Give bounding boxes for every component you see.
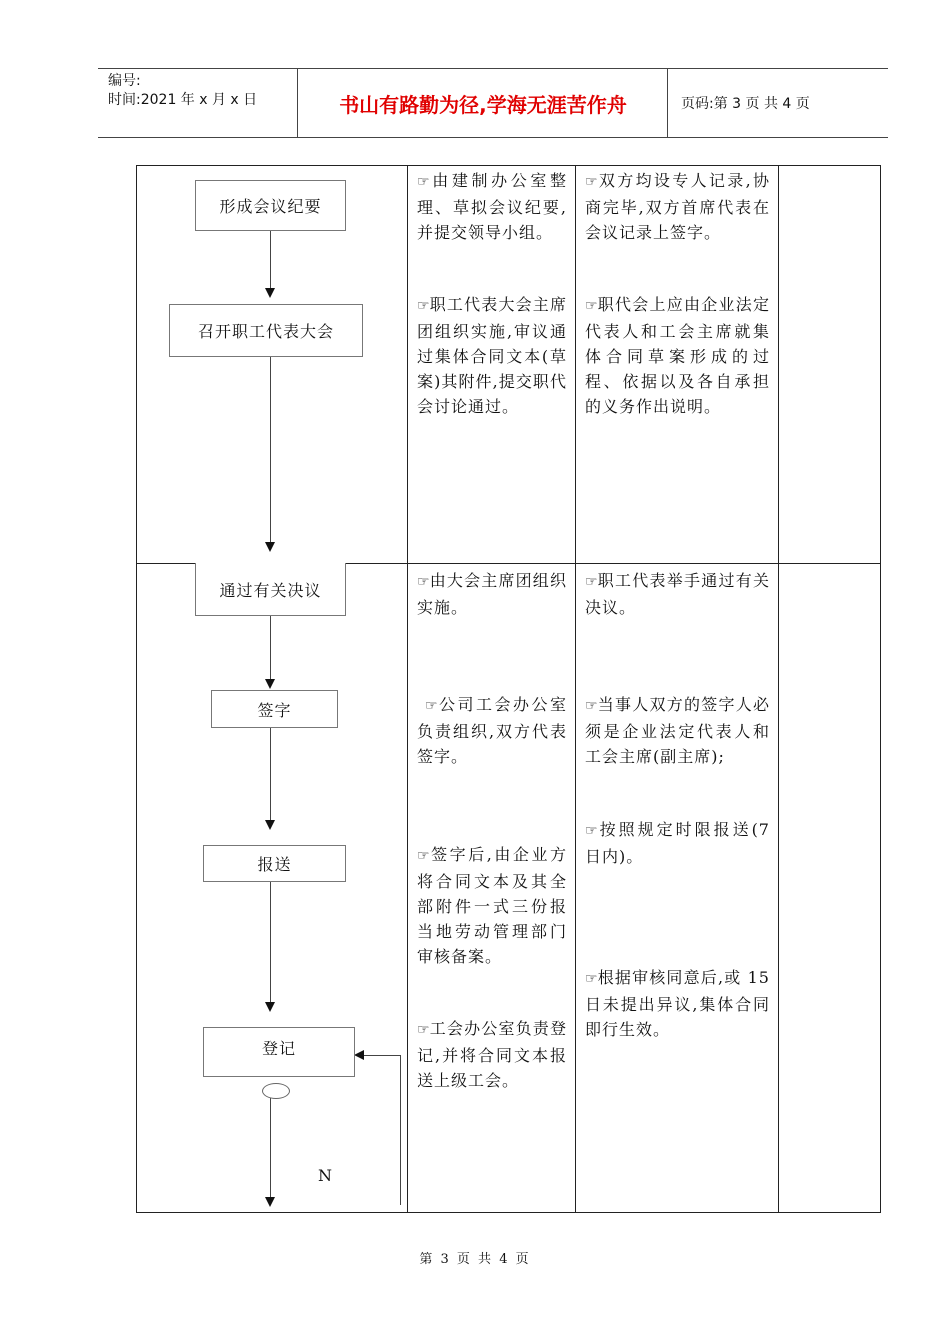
responsible-4: ☞公司工会办公室负责组织,双方代表签字。 xyxy=(417,695,567,766)
pointing-hand-icon: ☞ xyxy=(585,298,598,314)
column-divider xyxy=(575,165,576,1213)
requirement-3: ☞职工代表举手通过有关决议。 xyxy=(585,571,770,617)
header-motto: 书山有路勤为径,学海无涯苦作舟 xyxy=(299,69,668,137)
header-meta xyxy=(98,69,298,137)
requirement-2: ☞职代会上应由企业法定代表人和工会主席就集体合同草案形成的过程、依据以及各自承担的义务作出说明。 xyxy=(585,295,770,416)
time-label: 时间:2021 年 x 月 x 日 xyxy=(108,92,258,108)
pointing-hand-icon: ☞ xyxy=(585,971,598,987)
pointing-hand-icon: ☞ xyxy=(417,298,430,314)
number-label: 编号: xyxy=(108,73,141,89)
responsible-5: ☞签字后,由企业方将合同文本及其全部附件一式三份报当地劳动管理部门审核备案。 xyxy=(417,845,567,966)
pointing-hand-icon: ☞ xyxy=(585,698,598,714)
requirement-6: ☞根据审核同意后,或 15 日未提出异议,集体合同即行生效。 xyxy=(585,968,770,1039)
pointing-hand-icon: ☞ xyxy=(585,174,598,190)
loop-connector xyxy=(400,1055,401,1205)
step-workers-congress: 召开职工代表大会 xyxy=(169,304,363,357)
requirement-5: ☞按照规定时限报送(7 日内)。 xyxy=(585,820,770,866)
pointing-hand-icon: ☞ xyxy=(585,574,598,590)
flow-connector xyxy=(270,728,271,820)
flow-arrow xyxy=(265,542,275,552)
flow-arrow xyxy=(265,820,275,830)
responsible-2: ☞职工代表大会主席团组织实施,审议通过集体合同文本(草案)其附件,提交职代会讨论通过。 xyxy=(417,295,567,416)
pointing-hand-icon: ☞ xyxy=(417,574,430,590)
step-submit: 报送 xyxy=(203,845,346,882)
pointing-hand-icon: ☞ xyxy=(417,1022,430,1038)
responsible-6: ☞工会办公室负责登记,并将合同文本报送上级工会。 xyxy=(417,1019,567,1090)
step-sign: 签字 xyxy=(211,690,338,728)
pointing-hand-icon: ☞ xyxy=(417,174,430,190)
flow-arrow xyxy=(265,1197,275,1207)
flow-connector xyxy=(270,882,271,1002)
flow-arrow xyxy=(265,288,275,298)
loop-arrow xyxy=(354,1050,364,1060)
pointing-hand-icon: ☞ xyxy=(425,698,438,714)
page-footer: 第 3 页 共 4 页 xyxy=(419,1252,531,1267)
pointing-hand-icon: ☞ xyxy=(417,848,430,864)
loop-connector xyxy=(364,1055,401,1056)
no-branch-label: N xyxy=(318,1166,332,1185)
step-pass-resolution: 通过有关决议 xyxy=(195,563,346,616)
responsible-1: ☞由建制办公室整理、草拟会议纪要,并提交领导小组。 xyxy=(417,171,567,242)
step-register: 登记 xyxy=(203,1027,355,1077)
flow-arrow xyxy=(265,1002,275,1012)
flow-connector xyxy=(270,357,271,542)
flow-connector xyxy=(270,1097,271,1197)
header-page-info: 页码:第 3 页 共 4 页 xyxy=(681,96,810,112)
column-divider xyxy=(407,165,408,1213)
requirement-1: ☞双方均设专人记录,协商完毕,双方首席代表在会议记录上签字。 xyxy=(585,171,770,242)
step-meeting-minutes: 形成会议纪要 xyxy=(195,180,346,231)
column-divider xyxy=(778,165,779,1213)
flow-connector xyxy=(270,616,271,679)
page-header xyxy=(98,68,888,138)
flow-connector xyxy=(270,231,271,288)
requirement-4: ☞当事人双方的签字人必须是企业法定代表人和工会主席(副主席); xyxy=(585,695,770,766)
responsible-3: ☞由大会主席团组织实施。 xyxy=(417,571,567,617)
decision-oval xyxy=(262,1083,290,1099)
pointing-hand-icon: ☞ xyxy=(585,823,598,839)
flow-arrow xyxy=(265,679,275,689)
